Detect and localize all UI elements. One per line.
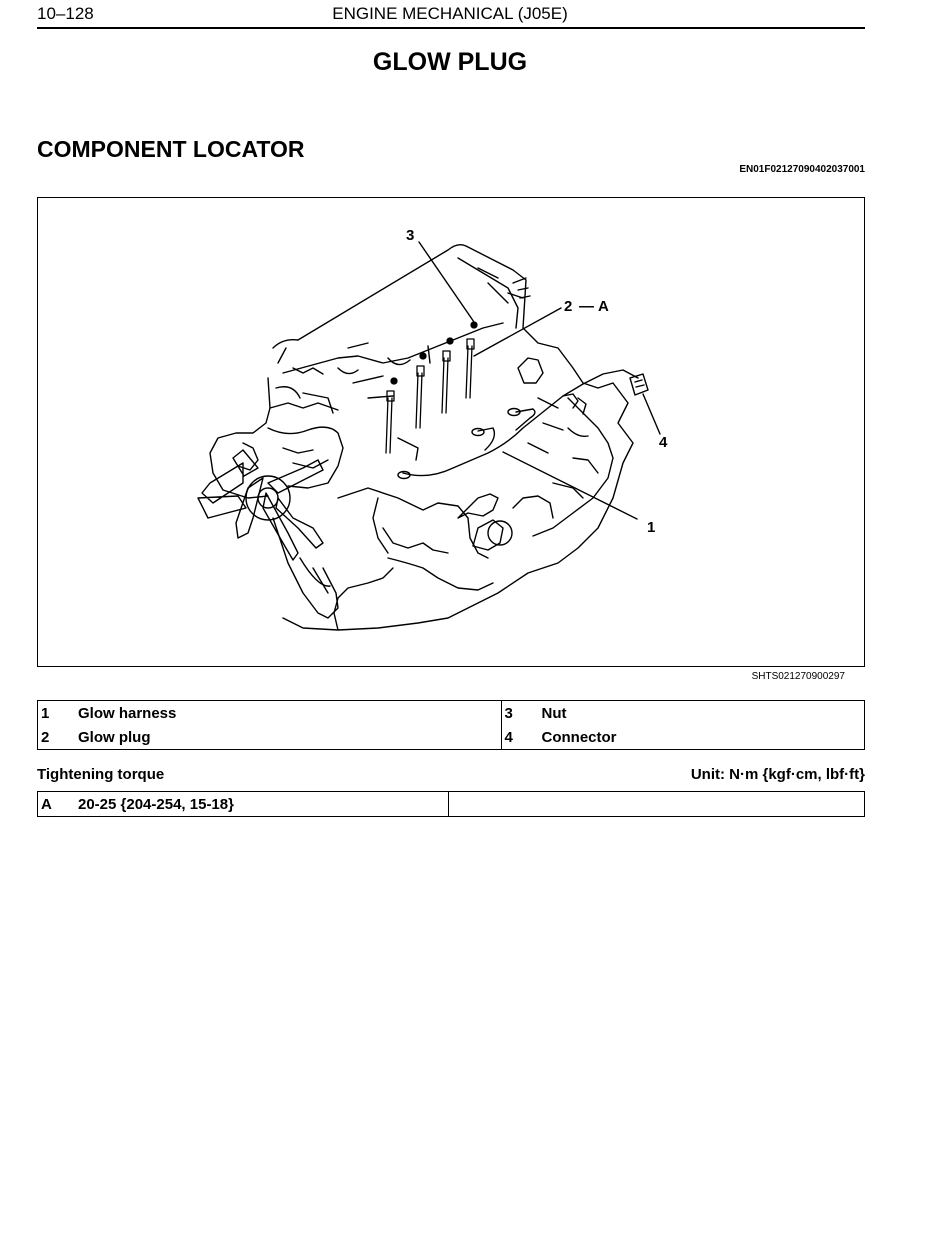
legend-label: Glow plug xyxy=(78,725,501,750)
document-code: EN01F02127090402037001 xyxy=(739,164,865,175)
legend-num: 3 xyxy=(504,704,513,722)
callout-2-ref: A xyxy=(598,298,609,315)
legend-label: Glow harness xyxy=(78,701,501,726)
legend-num: 2 xyxy=(41,728,50,746)
figure-code: SHTS021270900297 xyxy=(751,671,845,682)
legend-num: 4 xyxy=(504,728,513,746)
torque-unit: Unit: N·m {kgf·cm, lbf·ft} xyxy=(690,766,865,783)
torque-value: 20-25 {204-254, 15-18} xyxy=(78,792,449,817)
callout-3: 3 xyxy=(406,227,415,244)
legend-num: 1 xyxy=(41,704,50,722)
page-title: GLOW PLUG xyxy=(372,48,528,76)
torque-ref: A xyxy=(41,795,52,813)
engine-drawing xyxy=(38,198,864,666)
leader-3 xyxy=(419,242,474,322)
callout-2-dash: — xyxy=(579,298,594,315)
legend-table xyxy=(37,700,865,750)
table-row xyxy=(38,792,865,817)
torque-empty-cell xyxy=(449,792,865,817)
page-number: 10–128 xyxy=(37,4,94,23)
callout-1: 1 xyxy=(647,519,656,536)
engine-illustration xyxy=(37,197,865,667)
leader-4 xyxy=(643,394,660,434)
section-title: COMPONENT LOCATOR xyxy=(37,136,305,162)
torque-table xyxy=(37,791,865,817)
table-row xyxy=(38,725,865,750)
header-rule xyxy=(37,27,865,29)
legend-label: Nut xyxy=(541,704,567,722)
connector xyxy=(630,374,648,395)
torque-label: Tightening torque xyxy=(37,766,165,783)
chapter-title: ENGINE MECHANICAL (J05E) xyxy=(332,4,568,23)
callout-2: 2 xyxy=(564,298,573,315)
legend-label: Connector xyxy=(541,728,617,746)
callout-4: 4 xyxy=(659,434,668,451)
table-row xyxy=(38,701,865,726)
glow-plugs xyxy=(386,322,477,453)
